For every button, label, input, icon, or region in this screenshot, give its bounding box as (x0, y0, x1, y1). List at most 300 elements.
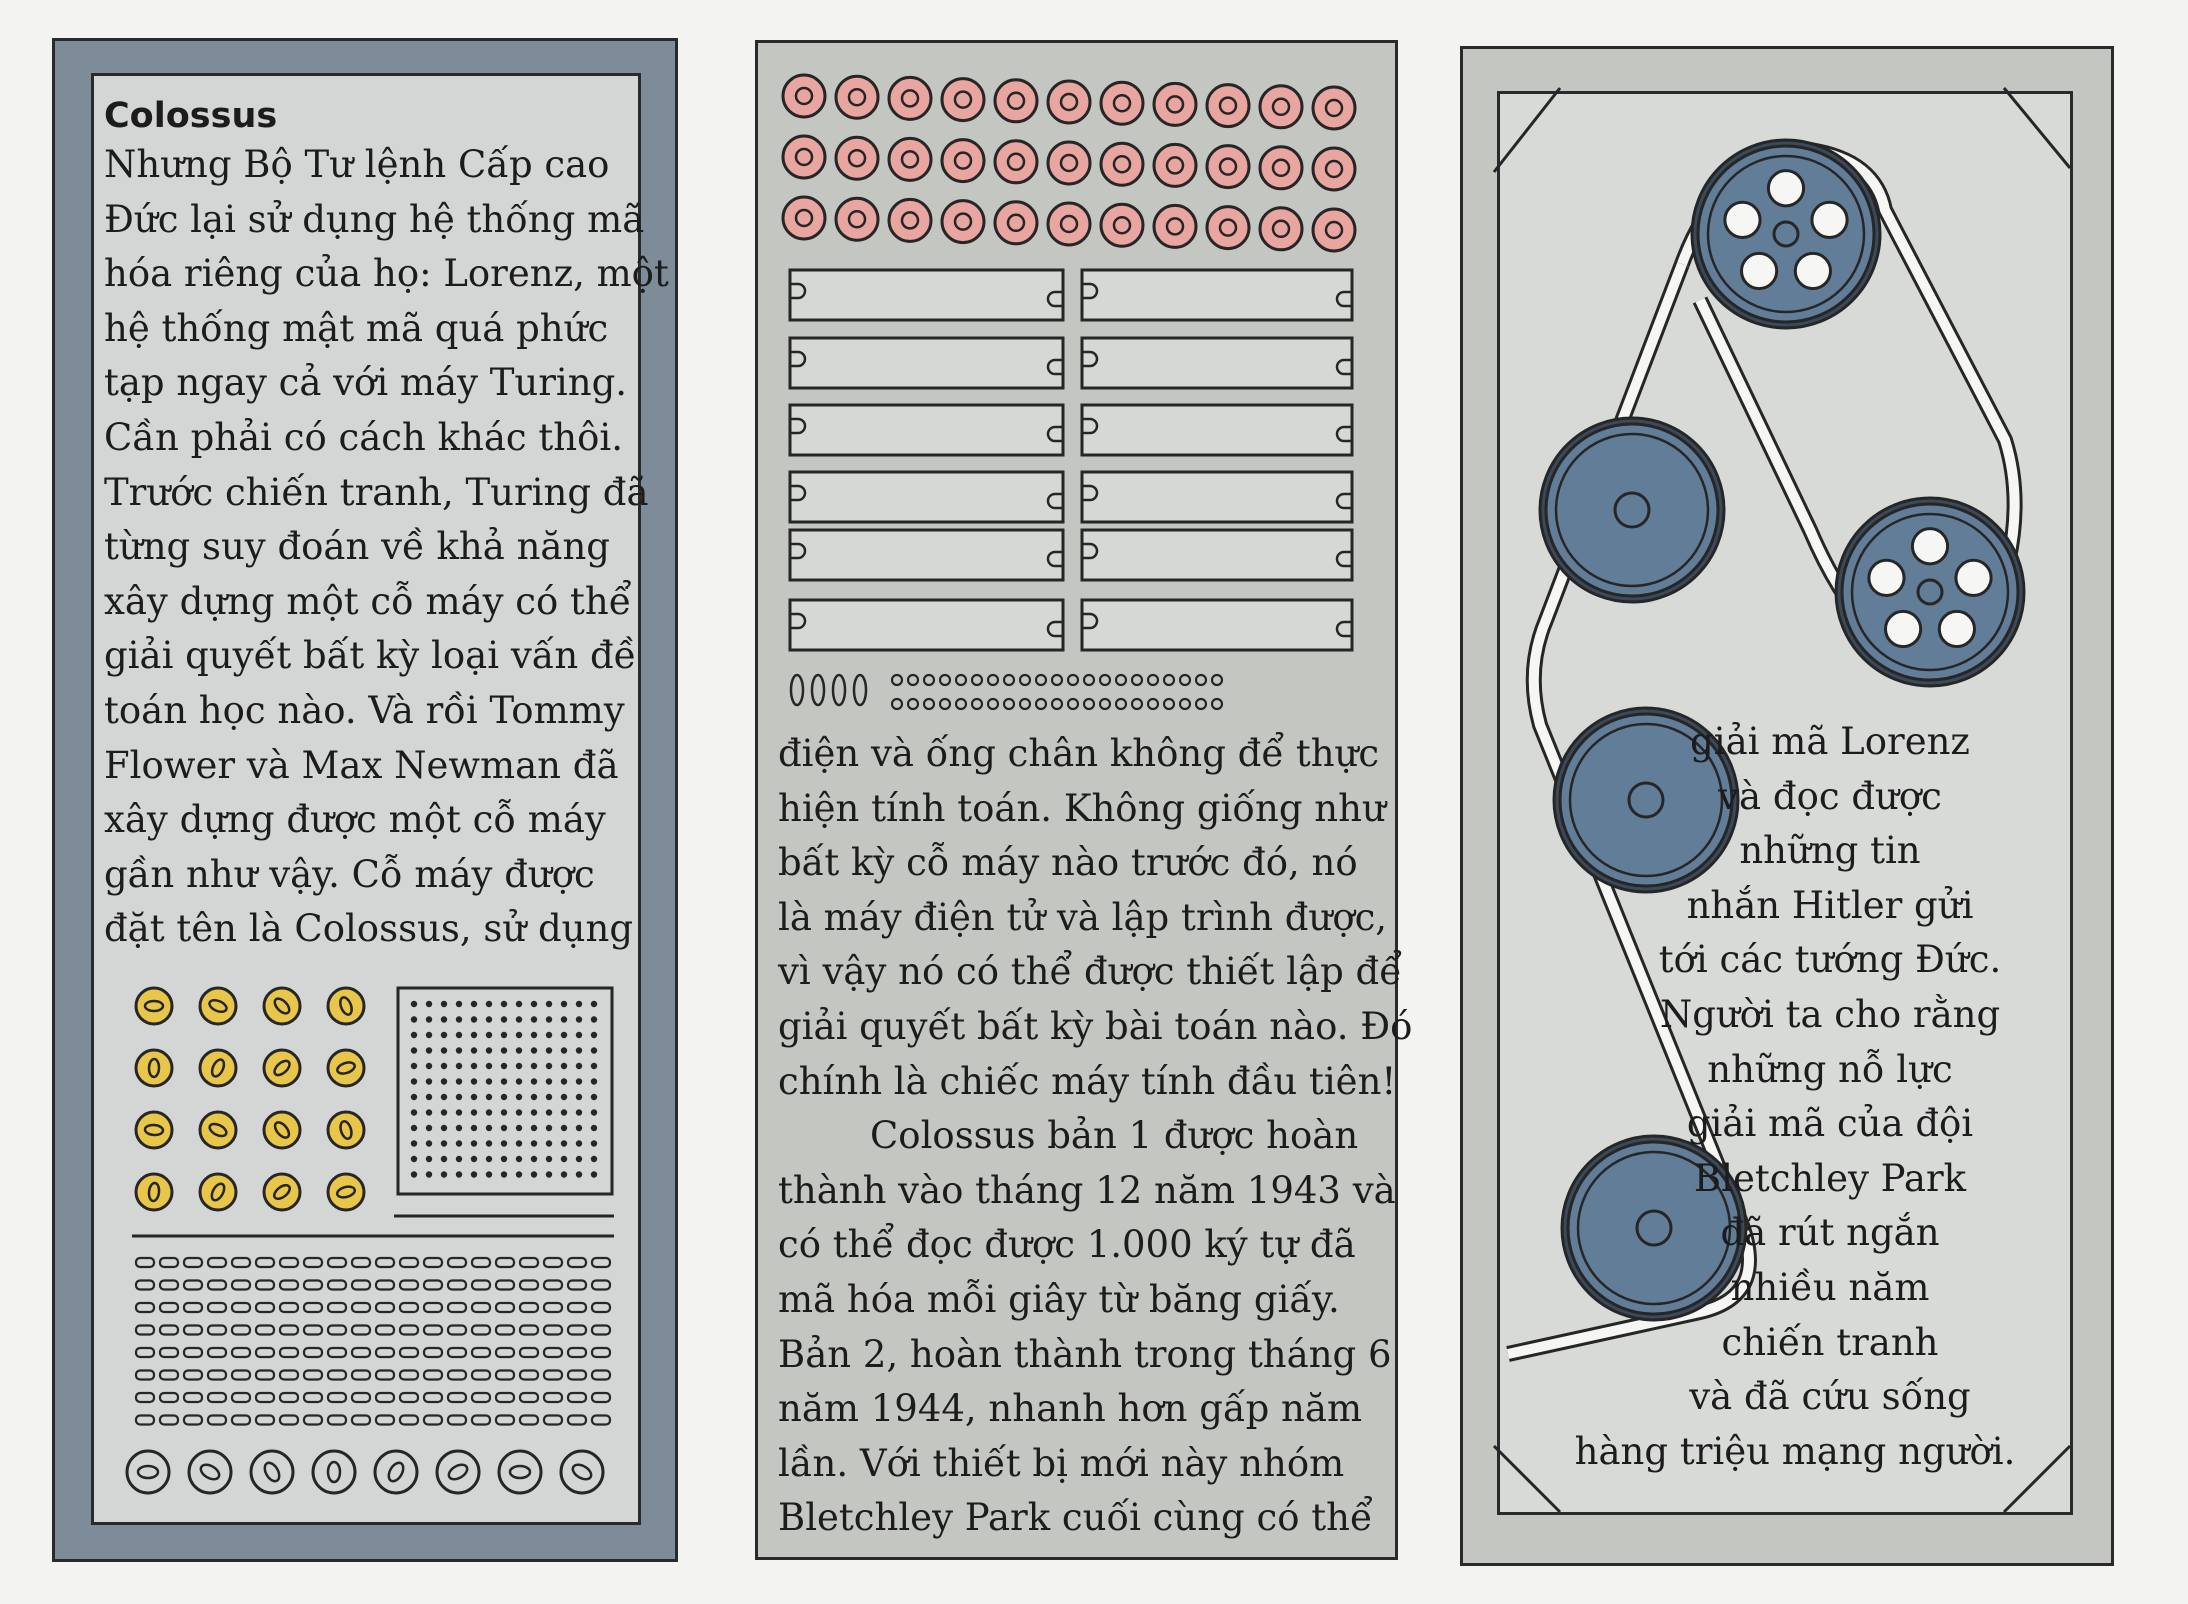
switch-slot (520, 1303, 538, 1312)
matrix-dot (546, 1094, 552, 1100)
tape-hole (1084, 699, 1094, 709)
switch-slot (232, 1348, 250, 1357)
switch-slot (568, 1371, 586, 1380)
yellow-knob (136, 1174, 172, 1210)
matrix-dot (561, 1063, 567, 1069)
switch-slot (376, 1326, 394, 1335)
matrix-dot (426, 1094, 432, 1100)
pulley-hole (1812, 202, 1847, 237)
switch-slot (376, 1258, 394, 1267)
matrix-dot (591, 1094, 597, 1100)
plug-slot (790, 600, 1063, 650)
valve-lamp (1313, 148, 1355, 190)
matrix-dot (501, 1140, 507, 1146)
switch-slot (472, 1281, 490, 1290)
switch-slot (424, 1303, 442, 1312)
switch-slot (256, 1258, 274, 1267)
text-line: những tin (1739, 829, 1921, 873)
switch-slot (520, 1281, 538, 1290)
valve-lamp (942, 140, 984, 182)
tape-hole (1052, 699, 1062, 709)
matrix-dot (561, 1094, 567, 1100)
matrix-dot (456, 1063, 462, 1069)
matrix-dot (561, 1109, 567, 1115)
text-line: đặt tên là Colossus, sử dụng (104, 907, 634, 951)
matrix-dot (426, 1078, 432, 1084)
switch-slot (592, 1326, 610, 1335)
switch-slot (448, 1348, 466, 1357)
tape-hole (1212, 699, 1222, 709)
matrix-dot (546, 1001, 552, 1007)
matrix-dot (486, 1047, 492, 1053)
matrix-dot (411, 1125, 417, 1131)
matrix-dot (486, 1109, 492, 1115)
switch-slot (568, 1281, 586, 1290)
switch-slot (304, 1326, 322, 1335)
tape-hole (1164, 675, 1174, 685)
dial-knob (375, 1451, 417, 1493)
matrix-dot (591, 1109, 597, 1115)
matrix-dot (456, 1171, 462, 1177)
tape-hole (940, 699, 950, 709)
matrix-dot (456, 1032, 462, 1038)
valve-lamp (995, 141, 1037, 183)
switch-slot (280, 1281, 298, 1290)
switch-slot (160, 1303, 178, 1312)
matrix-dot (531, 1109, 537, 1115)
tape-hole (988, 675, 998, 685)
switch-slot (280, 1371, 298, 1380)
switch-slot (208, 1326, 226, 1335)
valve-lamp (1048, 81, 1090, 123)
switch-slot (448, 1416, 466, 1425)
matrix-dot (471, 1125, 477, 1131)
switch-slot (496, 1416, 514, 1425)
yellow-knob-grid-illustration (136, 988, 364, 1210)
matrix-dot (411, 1001, 417, 1007)
matrix-dot (576, 1001, 582, 1007)
matrix-dot (501, 1047, 507, 1053)
switch-slot (136, 1371, 154, 1380)
text-line: nhiều năm (1730, 1265, 1930, 1309)
switch-slot (304, 1371, 322, 1380)
tape-spool (812, 675, 824, 705)
dial-knob (313, 1451, 355, 1493)
switch-slot (256, 1326, 274, 1335)
yellow-knob (136, 1112, 172, 1148)
text-line: Colossus bản 1 được hoàn (870, 1114, 1359, 1158)
valve-lamp (1313, 209, 1355, 251)
switch-rows-illustration (136, 1258, 610, 1425)
switch-slot (496, 1303, 514, 1312)
text-line: Người ta cho rằng (1659, 992, 2001, 1036)
switch-slot (400, 1303, 418, 1312)
matrix-dot (426, 1125, 432, 1131)
tape-hole (1116, 675, 1126, 685)
matrix-dot (441, 1078, 447, 1084)
matrix-dot (441, 1063, 447, 1069)
switch-slot (592, 1348, 610, 1357)
matrix-dot (456, 1156, 462, 1162)
matrix-dot (546, 1032, 552, 1038)
matrix-dot (486, 1094, 492, 1100)
matrix-dot (501, 1125, 507, 1131)
matrix-dot (516, 1001, 522, 1007)
yellow-knob (200, 988, 236, 1024)
matrix-dot (501, 1171, 507, 1177)
tape-hole (1068, 675, 1078, 685)
switch-slot (592, 1371, 610, 1380)
matrix-dot (516, 1016, 522, 1022)
text-line: những nỗ lực (1707, 1047, 1953, 1091)
matrix-dot (561, 1125, 567, 1131)
tape-hole (924, 699, 934, 709)
matrix-dot (426, 1171, 432, 1177)
plug-slot (1082, 472, 1352, 522)
switch-slot (280, 1326, 298, 1335)
matrix-dot (441, 1140, 447, 1146)
valve-lamp (1154, 144, 1196, 186)
switch-slot (208, 1416, 226, 1425)
matrix-dot (531, 1171, 537, 1177)
yellow-knob (264, 988, 300, 1024)
text-line: nhắn Hitler gửi (1686, 883, 1974, 927)
matrix-dot (516, 1156, 522, 1162)
matrix-dot (546, 1109, 552, 1115)
yellow-knob (264, 1112, 300, 1148)
switch-slot (496, 1348, 514, 1357)
switch-slot (544, 1393, 562, 1402)
switch-slot (400, 1348, 418, 1357)
pulley-hole (1742, 253, 1777, 288)
matrix-dot (471, 1109, 477, 1115)
matrix-dot (471, 1016, 477, 1022)
dial-knob (251, 1451, 293, 1493)
tape-hole (1180, 675, 1190, 685)
switch-slot (568, 1258, 586, 1267)
switch-slot (328, 1326, 346, 1335)
switch-slot (400, 1258, 418, 1267)
switch-slot (472, 1348, 490, 1357)
yellow-knob (328, 988, 364, 1024)
switch-slot (208, 1258, 226, 1267)
valve-lamp (783, 197, 825, 239)
switch-slot (280, 1416, 298, 1425)
matrix-dot (411, 1171, 417, 1177)
matrix-dot (456, 1109, 462, 1115)
text-line: giải quyết bất kỳ loại vấn đề (104, 634, 637, 678)
yellow-knob (264, 1050, 300, 1086)
valve-lamp (1048, 142, 1090, 184)
valve-lamp (1260, 147, 1302, 189)
pulley-hole (1886, 611, 1921, 646)
switch-slot (136, 1416, 154, 1425)
tape-hole (1100, 699, 1110, 709)
tape-spool (854, 675, 866, 705)
matrix-dot (471, 1140, 477, 1146)
switch-slot (160, 1348, 178, 1357)
matrix-dot (576, 1047, 582, 1053)
switch-slot (592, 1393, 610, 1402)
switch-slot (472, 1371, 490, 1380)
matrix-dot (516, 1140, 522, 1146)
valve-lamp (1207, 85, 1249, 127)
plug-slot (790, 472, 1063, 522)
switch-slot (136, 1393, 154, 1402)
yellow-knob (328, 1050, 364, 1086)
text-line: điện và ống chân không để thực (778, 732, 1380, 775)
matrix-dot (591, 1016, 597, 1022)
tape-hole (988, 699, 998, 709)
switch-slot (232, 1326, 250, 1335)
matrix-dot (546, 1140, 552, 1146)
tape-hole (908, 699, 918, 709)
switch-slot (352, 1371, 370, 1380)
valve-lamp (995, 80, 1037, 122)
text-line: hiện tính toán. Không giống như (778, 786, 1386, 830)
switch-slot (400, 1393, 418, 1402)
matrix-dot (501, 1078, 507, 1084)
yellow-knob (200, 1112, 236, 1148)
switch-slot (568, 1326, 586, 1335)
plug-slot (1082, 270, 1352, 320)
switch-slot (400, 1326, 418, 1335)
switch-slot (544, 1258, 562, 1267)
matrix-dot (441, 1171, 447, 1177)
matrix-dot (471, 1094, 477, 1100)
switch-slot (448, 1258, 466, 1267)
matrix-dot (576, 1140, 582, 1146)
dial-knob (437, 1451, 479, 1493)
switch-slot (544, 1348, 562, 1357)
text-line: từng suy đoán về khả năng (104, 525, 610, 569)
matrix-dot (561, 1001, 567, 1007)
valve-lamp (836, 198, 878, 240)
switch-slot (328, 1393, 346, 1402)
matrix-dot (546, 1063, 552, 1069)
switch-slot (328, 1416, 346, 1425)
matrix-dot (546, 1125, 552, 1131)
text-line: xây dựng một cỗ máy có thể (104, 579, 632, 623)
matrix-dot (516, 1078, 522, 1084)
switch-slot (280, 1393, 298, 1402)
valve-lamp (1101, 143, 1143, 185)
corner-bracket (1494, 88, 1560, 172)
matrix-dot (456, 1094, 462, 1100)
switch-slot (352, 1348, 370, 1357)
matrix-dot (546, 1078, 552, 1084)
text-line: chính là chiếc máy tính đầu tiên! (778, 1059, 1397, 1103)
tape-hole (1036, 675, 1046, 685)
matrix-dot (531, 1032, 537, 1038)
text-line: chiến tranh (1721, 1320, 1939, 1364)
valve-lamp (1154, 83, 1196, 125)
valve-lamp (1101, 82, 1143, 124)
tape-hole (1148, 675, 1158, 685)
valve-lamp (1048, 203, 1090, 245)
matrix-dot (531, 1156, 537, 1162)
matrix-dot (516, 1094, 522, 1100)
matrix-dot (516, 1047, 522, 1053)
tape-hole (1164, 699, 1174, 709)
tape-hole (1084, 675, 1094, 685)
left-panel-text (104, 138, 669, 957)
switch-slot (496, 1258, 514, 1267)
pulley-hole (1725, 202, 1760, 237)
switch-slot (304, 1348, 322, 1357)
paper-tape-holes-illustration (791, 675, 1222, 709)
text-line: giải mã Lorenz (1690, 720, 1970, 763)
matrix-dot (426, 1140, 432, 1146)
switch-slot (352, 1258, 370, 1267)
matrix-dot (501, 1094, 507, 1100)
switch-slot (184, 1303, 202, 1312)
matrix-dot (486, 1140, 492, 1146)
matrix-dot (531, 1078, 537, 1084)
matrix-dot (411, 1156, 417, 1162)
switch-slot (424, 1416, 442, 1425)
switch-slot (328, 1303, 346, 1312)
matrix-dot (546, 1047, 552, 1053)
switch-slot (160, 1326, 178, 1335)
switch-slot (496, 1393, 514, 1402)
matrix-dot (411, 1109, 417, 1115)
tape-hole (1004, 699, 1014, 709)
switch-slot (472, 1416, 490, 1425)
matrix-dot (411, 1063, 417, 1069)
matrix-dot (531, 1047, 537, 1053)
matrix-dot (486, 1171, 492, 1177)
matrix-dot (441, 1156, 447, 1162)
switch-slot (136, 1326, 154, 1335)
matrix-dot (471, 1078, 477, 1084)
switch-slot (208, 1303, 226, 1312)
tape-hole (908, 675, 918, 685)
matrix-dot (516, 1109, 522, 1115)
switch-slot (280, 1303, 298, 1312)
switch-slot (184, 1326, 202, 1335)
text-line: hệ thống mật mã quá phức (104, 306, 609, 350)
tape-hole (1020, 699, 1030, 709)
matrix-dot (591, 1078, 597, 1084)
switch-slot (304, 1281, 322, 1290)
text-line: Bản 2, hoàn thành trong tháng 6 (778, 1332, 1392, 1376)
text-line: xây dựng được một cỗ máy (104, 798, 606, 842)
matrix-dot (576, 1109, 582, 1115)
text-line: tới các tướng Đức. (1658, 938, 2002, 982)
matrix-dot (591, 1171, 597, 1177)
switch-slot (448, 1393, 466, 1402)
switch-slot (208, 1281, 226, 1290)
text-line: lần. Với thiết bị mới này nhóm (778, 1441, 1345, 1485)
matrix-dot (546, 1156, 552, 1162)
matrix-dot (501, 1156, 507, 1162)
matrix-dot (546, 1016, 552, 1022)
switch-slot (472, 1258, 490, 1267)
tape-hole (1196, 675, 1206, 685)
matrix-dot (576, 1171, 582, 1177)
switch-slot (232, 1393, 250, 1402)
pulley-hole (1912, 529, 1947, 564)
matrix-dot (561, 1078, 567, 1084)
matrix-dot (531, 1016, 537, 1022)
valve-lamp (942, 201, 984, 243)
switch-slot (136, 1258, 154, 1267)
tape-spool (833, 675, 845, 705)
text-line: vì vậy nó có thể được thiết lập để (778, 950, 1402, 994)
matrix-dot (486, 1125, 492, 1131)
switch-slot (160, 1281, 178, 1290)
tape-hole (956, 699, 966, 709)
switch-slot (184, 1393, 202, 1402)
switch-slot (424, 1348, 442, 1357)
plug-slot (790, 338, 1063, 388)
text-line: Flower và Max Newman đã (104, 743, 619, 787)
matrix-dot (456, 1078, 462, 1084)
plug-slot-rows-illustration (790, 270, 1352, 650)
matrix-dot (471, 1156, 477, 1162)
switch-slot (376, 1303, 394, 1312)
matrix-dot (576, 1063, 582, 1069)
switch-slot (544, 1371, 562, 1380)
switch-slot (184, 1258, 202, 1267)
switch-slot (376, 1348, 394, 1357)
matrix-dot (411, 1032, 417, 1038)
valve-lamp (995, 202, 1037, 244)
switch-slot (208, 1348, 226, 1357)
matrix-dot (561, 1032, 567, 1038)
switch-slot (160, 1416, 178, 1425)
tape-hole (1196, 699, 1206, 709)
switch-slot (160, 1258, 178, 1267)
tape-hole (1036, 699, 1046, 709)
switch-slot (232, 1258, 250, 1267)
valve-lamp (1207, 146, 1249, 188)
plug-slot (790, 405, 1063, 455)
matrix-dot (471, 1032, 477, 1038)
switch-slot (232, 1416, 250, 1425)
text-line: toán học nào. Và rồi Tommy (104, 688, 625, 732)
tape-hole (972, 699, 982, 709)
matrix-dot (531, 1094, 537, 1100)
switch-slot (376, 1371, 394, 1380)
switch-slot (520, 1371, 538, 1380)
matrix-dot (591, 1063, 597, 1069)
tape-hole (1132, 699, 1142, 709)
pulley-hole (1768, 171, 1803, 206)
matrix-dot (591, 1125, 597, 1131)
text-line: Cần phải có cách khác thôi. (104, 415, 623, 459)
switch-slot (208, 1393, 226, 1402)
switch-slot (160, 1371, 178, 1380)
matrix-dot (591, 1032, 597, 1038)
matrix-dot (456, 1047, 462, 1053)
matrix-dot (591, 1156, 597, 1162)
switch-slot (328, 1281, 346, 1290)
matrix-dot (576, 1094, 582, 1100)
valve-lamp (889, 199, 931, 241)
valve-lamp (836, 76, 878, 118)
matrix-dot (471, 1063, 477, 1069)
matrix-dot (441, 1001, 447, 1007)
matrix-dot (576, 1156, 582, 1162)
switch-slot (592, 1258, 610, 1267)
yellow-knob (264, 1174, 300, 1210)
plug-slot (1082, 338, 1352, 388)
switch-slot (184, 1348, 202, 1357)
matrix-dot (546, 1171, 552, 1177)
matrix-dot (456, 1016, 462, 1022)
